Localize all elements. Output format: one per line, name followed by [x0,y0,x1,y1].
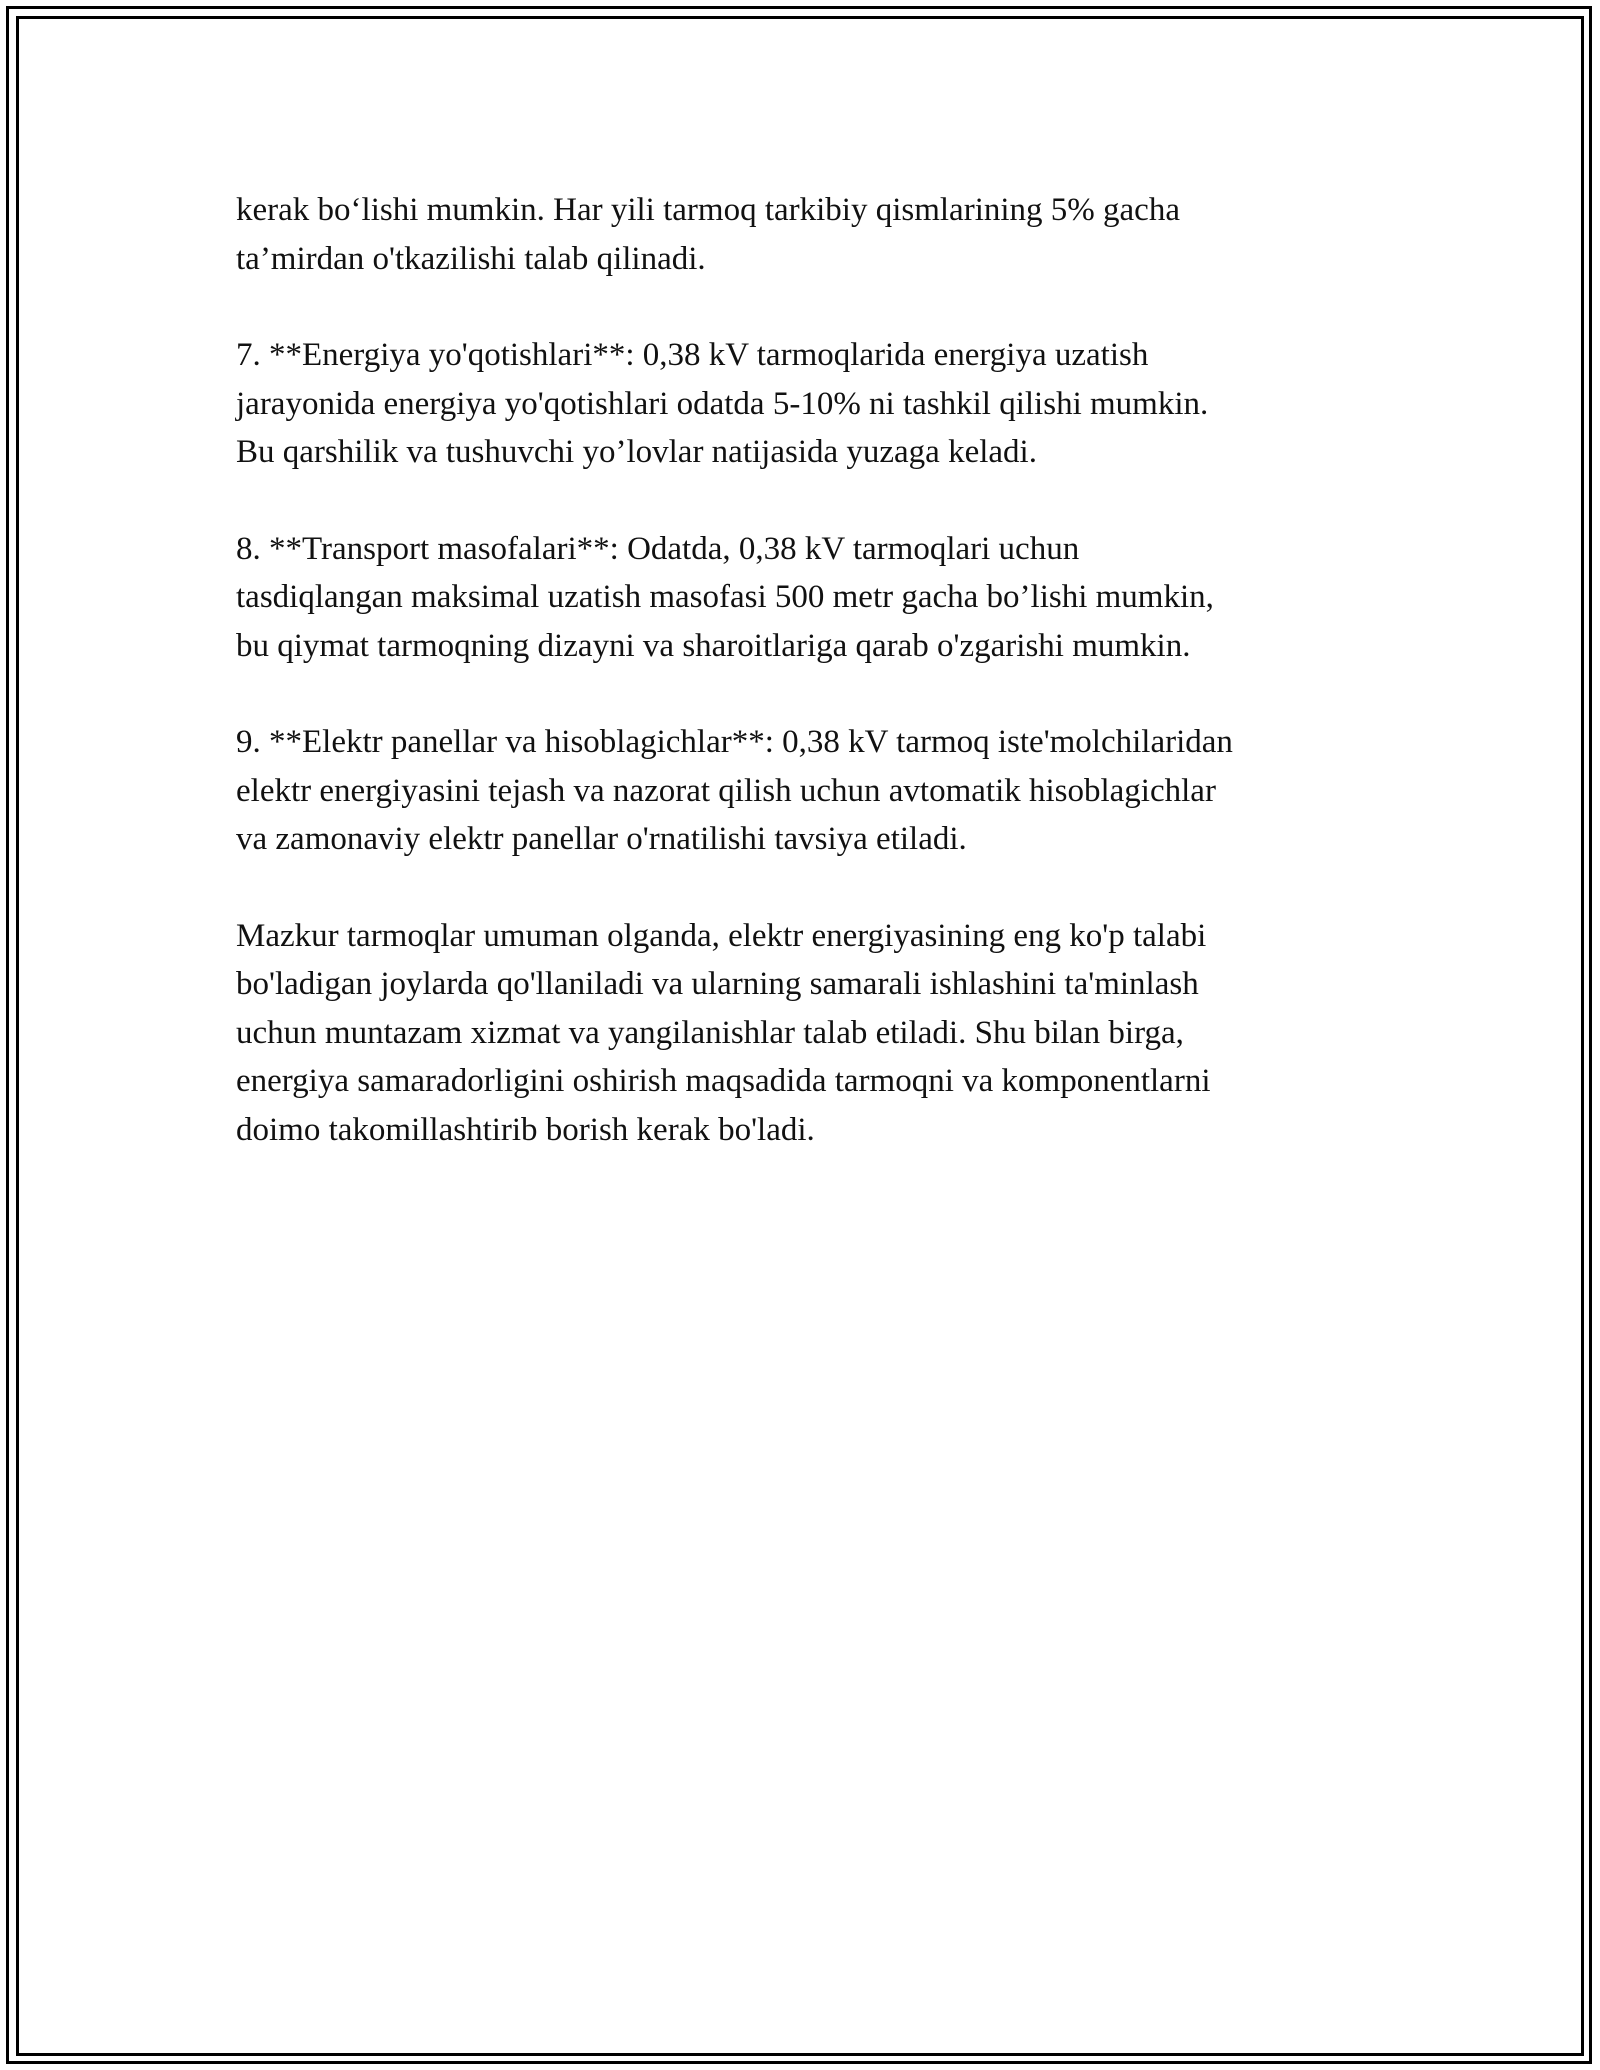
paragraph-transport-distances [236,525,1386,671]
paragraph-electric-panels [236,718,1386,864]
text-line: 7. **Energiya yo'qotishlari**: 0,38 kV tarmoqlarida energiya uzatish [236,337,1149,373]
text-line: Mazkur tarmoqlar umuman olganda, elektr energiyasining eng ko'p talabi [236,917,1207,954]
text-line: kerak bo‘lishi mumkin. Har yili tarmoq tarkibiy qismlarining 5% gacha [236,192,1180,228]
text-line: va zamonaviy elektr panellar o'rnatilishi tavsiya etiladi. [236,821,967,857]
text-line: ta’mirdan o'tkazilishi talab qilinadi. [236,240,706,277]
text-line: jarayonida energiya yo'qotishlari odatda 5-10% ni tashkil qilishi mumkin. [236,385,1209,422]
text-line: Bu qarshilik va tushuvchi yo’lovlar natijasida yuzaga keladi. [236,434,1037,470]
document-body [236,186,1386,1202]
text-line: tasdiqlangan maksimal uzatish masofasi 500 metr gacha bo’lishi mumkin, [236,579,1214,615]
text-line: 9. **Elektr panellar va hisoblagichlar**: 0,38 kV tarmoq iste'molchilaridan [236,724,1233,760]
text-line: 8. **Transport masofalari**: Odatda, 0,38 kV tarmoqlari uchun [236,530,1080,567]
text-line: doimo takomillashtirib borish kerak bo'ladi. [236,1111,815,1148]
paragraph-conclusion [236,912,1386,1155]
text-line: energiya samaradorligini oshirish maqsadida tarmoqni va komponentlarni [236,1063,1211,1099]
text-line: bo'ladigan joylarda qo'llaniladi va ularning samarali ishlashini ta'minlash [236,966,1199,1002]
text-line: bu qiymat tarmoqning dizayni va sharoitlariga qarab o'zgarishi mumkin. [236,627,1191,664]
text-line: uchun muntazam xizmat va yangilanishlar talab etiladi. Shu bilan birga, [236,1014,1184,1051]
text-line: elektr energiyasini tejash va nazorat qilish uchun avtomatik hisoblagichlar [236,772,1216,809]
paragraph-energy-losses [236,331,1386,477]
paragraph-maintenance-continued [236,186,1386,283]
